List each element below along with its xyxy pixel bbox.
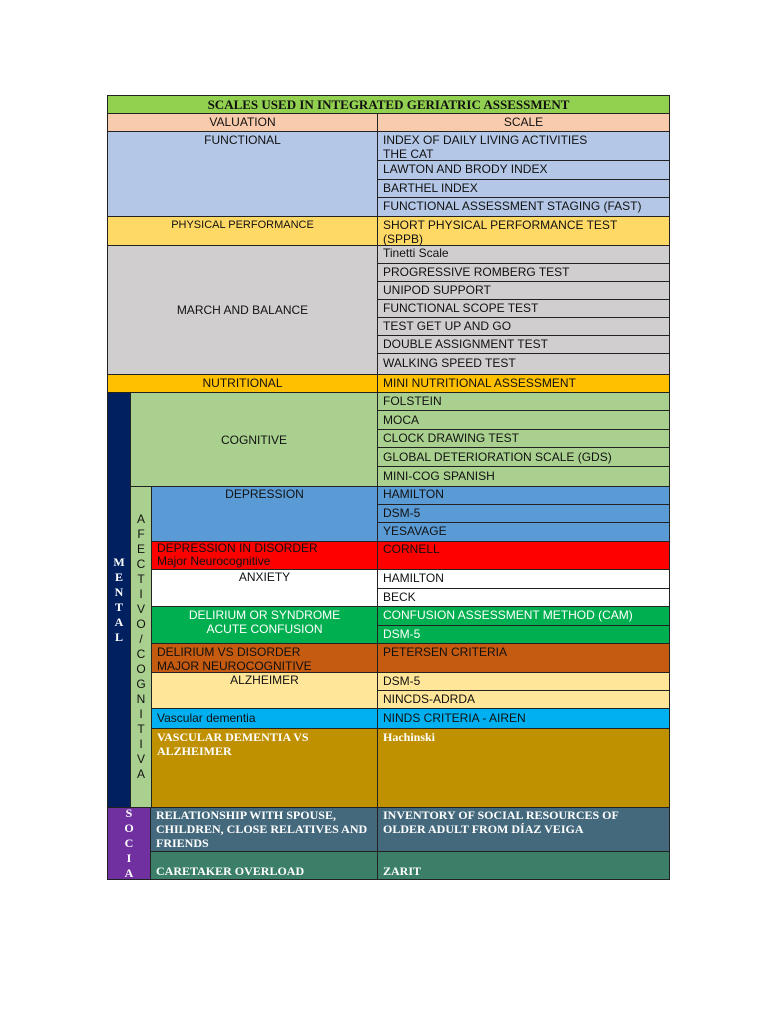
afectivo-letter: T — [137, 572, 145, 586]
physical-scale: SHORT PHYSICAL PERFORMANCE TEST (SPPB) — [377, 216, 670, 246]
mental-letter: L — [114, 630, 123, 644]
afectivo-cognitiva-vertical-label — [130, 486, 152, 808]
table-title: SCALES USED IN INTEGRATED GERIATRIC ASSESSMENT — [107, 95, 670, 114]
dep-disorder-scale: CORNELL — [377, 541, 670, 570]
cognitive-scale-2: MOCA — [377, 410, 670, 430]
mental-vertical-label — [107, 392, 131, 808]
afectivo-letter: I — [139, 707, 143, 721]
vascular-vs-scale: Hachinski — [377, 728, 670, 808]
physical-label: PHYSICAL PERFORMANCE — [107, 216, 378, 246]
afectivo-letter: O — [136, 617, 146, 631]
cognitive-scale-3: CLOCK DRAWING TEST — [377, 429, 670, 448]
afectivo-letter: A — [136, 512, 145, 526]
relationship-scale: INVENTORY OF SOCIAL RESOURCES OF OLDER ADULT FROM DÍAZ VEIGA — [377, 807, 670, 852]
social-letter: C — [124, 836, 134, 850]
functional-scale-4: FUNCTIONAL ASSESSMENT STAGING (FAST) — [377, 197, 670, 217]
afectivo-letter: C — [136, 557, 146, 571]
depression-label: DEPRESSION — [151, 486, 378, 542]
social-letter: A — [124, 866, 134, 880]
march-scale-3: UNIPOD SUPPORT — [377, 281, 670, 300]
afectivo-letter: / — [139, 632, 143, 646]
caretaker-scale: ZARIT — [377, 851, 670, 880]
cognitive-label: COGNITIVE — [130, 392, 378, 487]
march-scale-5: TEST GET UP AND GO — [377, 317, 670, 336]
depression-scale-1: HAMILTON — [377, 486, 670, 505]
afectivo-letter: A — [136, 767, 145, 781]
cognitive-scale-5: MINI-COG SPANISH — [377, 466, 670, 487]
delirium-label: DELIRIUM OR SYNDROME ACUTE CONFUSION — [151, 606, 378, 644]
march-scale-7: WALKING SPEED TEST — [377, 353, 670, 375]
mental-letter: A — [114, 615, 124, 629]
delirium-vs-label: DELIRIUM VS DISORDER MAJOR NEUROCOGNITIVE — [151, 643, 378, 673]
delirium-vs-scale: PETERSEN CRITERIA — [377, 643, 670, 673]
social-letter: I — [126, 851, 132, 865]
alzheimer-scale-1: DSM-5 — [377, 672, 670, 691]
afectivo-letter: V — [136, 752, 145, 766]
afectivo-letter: I — [139, 737, 143, 751]
vascular-label: Vascular dementia — [151, 708, 378, 729]
social-vertical-label — [107, 807, 151, 880]
mental-letter: E — [114, 570, 123, 584]
march-scale-2: PROGRESSIVE ROMBERG TEST — [377, 263, 670, 282]
anxiety-label: ANXIETY — [151, 569, 378, 607]
vascular-vs-label: VASCULAR DEMENTIA VS ALZHEIMER — [151, 728, 378, 808]
mental-letter: N — [114, 585, 124, 599]
delirium-scale-2: DSM-5 — [377, 625, 670, 644]
afectivo-letter: V — [136, 602, 145, 616]
functional-scale-1: INDEX OF DAILY LIVING ACTIVITIES THE CAT — [377, 131, 670, 161]
nutritional-scale: MINI NUTRITIONAL ASSESSMENT — [377, 374, 670, 393]
afectivo-letter: O — [136, 662, 146, 676]
depression-scale-3: YESAVAGE — [377, 522, 670, 542]
header-scale: SCALE — [377, 113, 670, 132]
cognitive-scale-4: GLOBAL DETERIORATION SCALE (GDS) — [377, 447, 670, 467]
functional-label: FUNCTIONAL — [107, 131, 378, 217]
afectivo-letter: E — [136, 542, 145, 556]
dep-disorder-label: DEPRESSION IN DISORDER Major Neurocognitive — [151, 541, 378, 570]
afectivo-letter: F — [137, 527, 145, 541]
march-scale-6: DOUBLE ASSIGNMENT TEST — [377, 335, 670, 354]
social-letter: O — [124, 821, 134, 835]
caretaker-label: CARETAKER OVERLOAD — [150, 851, 378, 880]
social-letter: S — [125, 807, 133, 820]
relationship-label: RELATIONSHIP WITH SPOUSE, CHILDREN, CLOSE RELATIVES AND FRIENDS — [150, 807, 378, 852]
march-label: MARCH AND BALANCE — [107, 245, 378, 375]
anxiety-scale-1: HAMILTON — [377, 569, 670, 589]
nutritional-label: NUTRITIONAL — [107, 374, 378, 393]
anxiety-scale-2: BECK — [377, 588, 670, 607]
afectivo-letter: T — [137, 722, 145, 736]
march-scale-1: Tinetti Scale — [377, 245, 670, 264]
functional-scale-3: BARTHEL INDEX — [377, 179, 670, 198]
mental-letter: M — [113, 555, 125, 569]
afectivo-letter: I — [139, 587, 143, 601]
march-scale-4: FUNCTIONAL SCOPE TEST — [377, 299, 670, 318]
alzheimer-scale-2: NINCDS-ADRDA — [377, 690, 670, 709]
afectivo-letter: G — [136, 677, 146, 691]
cognitive-scale-1: FOLSTEIN — [377, 392, 670, 411]
header-valuation: VALUATION — [107, 113, 378, 132]
delirium-scale-1: CONFUSION ASSESSMENT METHOD (CAM) — [377, 606, 670, 626]
afectivo-letter: C — [136, 647, 146, 661]
functional-scale-2: LAWTON AND BRODY INDEX — [377, 160, 670, 180]
depression-scale-2: DSM-5 — [377, 504, 670, 523]
afectivo-letter: N — [136, 692, 146, 706]
mental-letter: T — [114, 600, 123, 614]
alzheimer-label: ALZHEIMER — [151, 672, 378, 709]
vascular-scale: NINDS CRITERIA - AIREN — [377, 708, 670, 729]
